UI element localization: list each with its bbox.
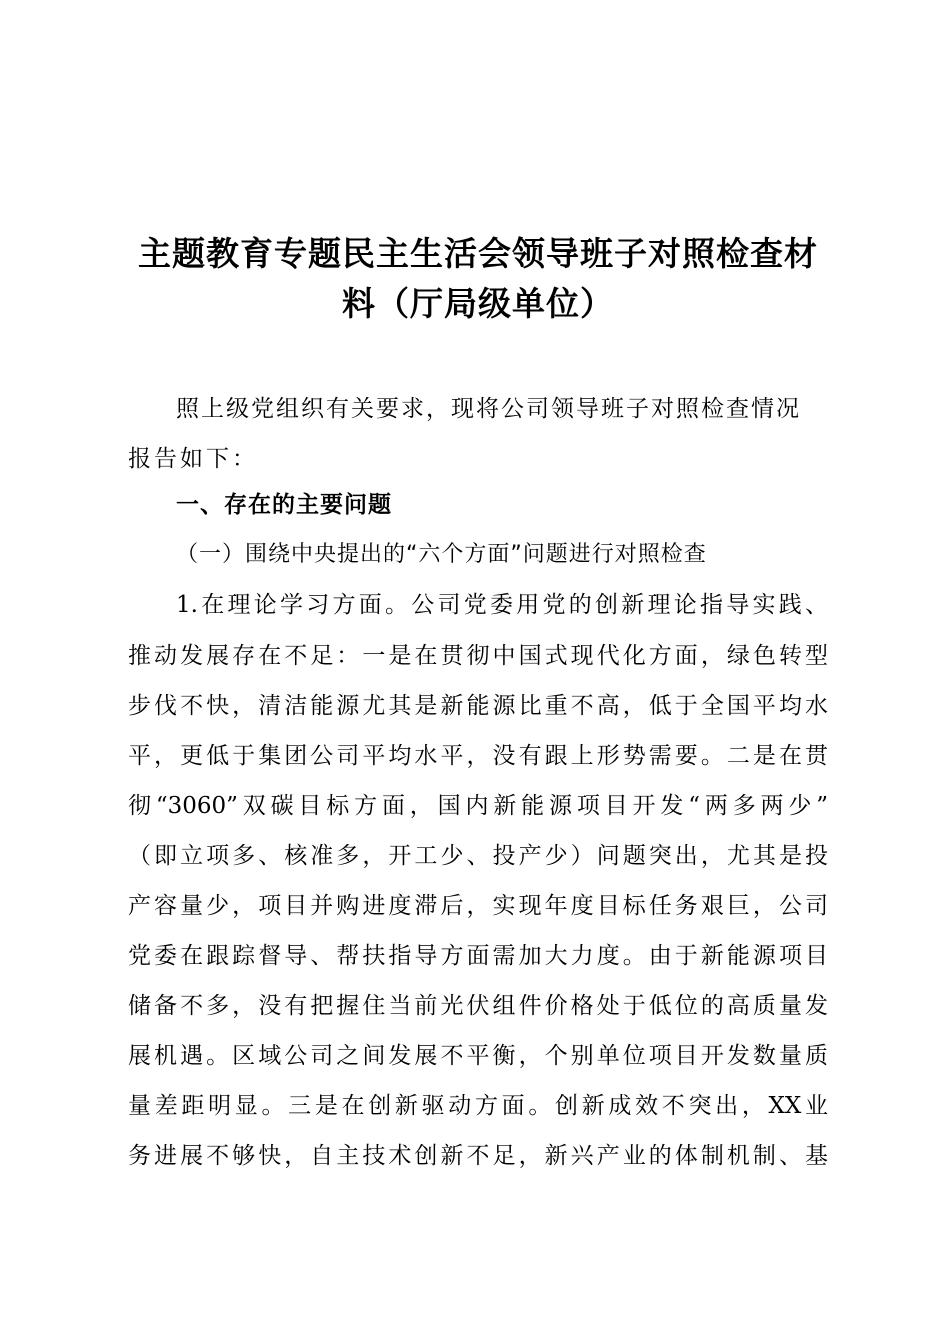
body-line: 推动发展存在不足：一是在贯彻中国式现代化方面，绿色转型 — [128, 643, 828, 669]
body-line: 彻“3060”双碳目标方面，国内新能源项目开发“两多两少” — [128, 793, 828, 819]
body-line: 产容量少，项目并购进度滞后，实现年度目标任务艰巨，公司 — [128, 893, 828, 919]
subsection-heading: （一）围绕中央提出的“六个方面”问题进行对照检查 — [176, 542, 707, 567]
body-line: 1.在理论学习方面。公司党委用党的创新理论指导实践、 — [176, 592, 828, 618]
document-title-line-2: 料（厅局级单位） — [342, 284, 614, 323]
body-line: 步伐不快，清洁能源尤其是新能源比重不高，低于全国平均水 — [128, 693, 828, 719]
body-line: 展机遇。区域公司之间发展不平衡，个别单位项目开发数量质 — [128, 1043, 828, 1069]
section-heading: 一、存在的主要问题 — [176, 492, 392, 518]
intro-paragraph-line-1: 照上级党组织有关要求，现将公司领导班子对照检查情况 — [176, 396, 801, 422]
body-line: 平，更低于集团公司平均水平，没有跟上形势需要。二是在贯 — [128, 743, 828, 769]
body-line: 务进展不够快，自主技术创新不足，新兴产业的体制机制、基 — [128, 1143, 828, 1169]
body-line: 党委在跟踪督导、帮扶指导方面需加大力度。由于新能源项目 — [128, 943, 828, 969]
intro-paragraph-line-2: 报告如下： — [128, 446, 258, 472]
body-line: （即立项多、核准多，开工少、投产少）问题突出，尤其是投 — [128, 843, 828, 869]
body-line: 储备不多，没有把握住当前光伏组件价格处于低位的高质量发 — [128, 993, 828, 1019]
body-line: 量差距明显。三是在创新驱动方面。创新成效不突出，XX业 — [128, 1093, 828, 1119]
document-title-line-1: 主题教育专题民主生活会领导班子对照检查材 — [138, 234, 818, 273]
